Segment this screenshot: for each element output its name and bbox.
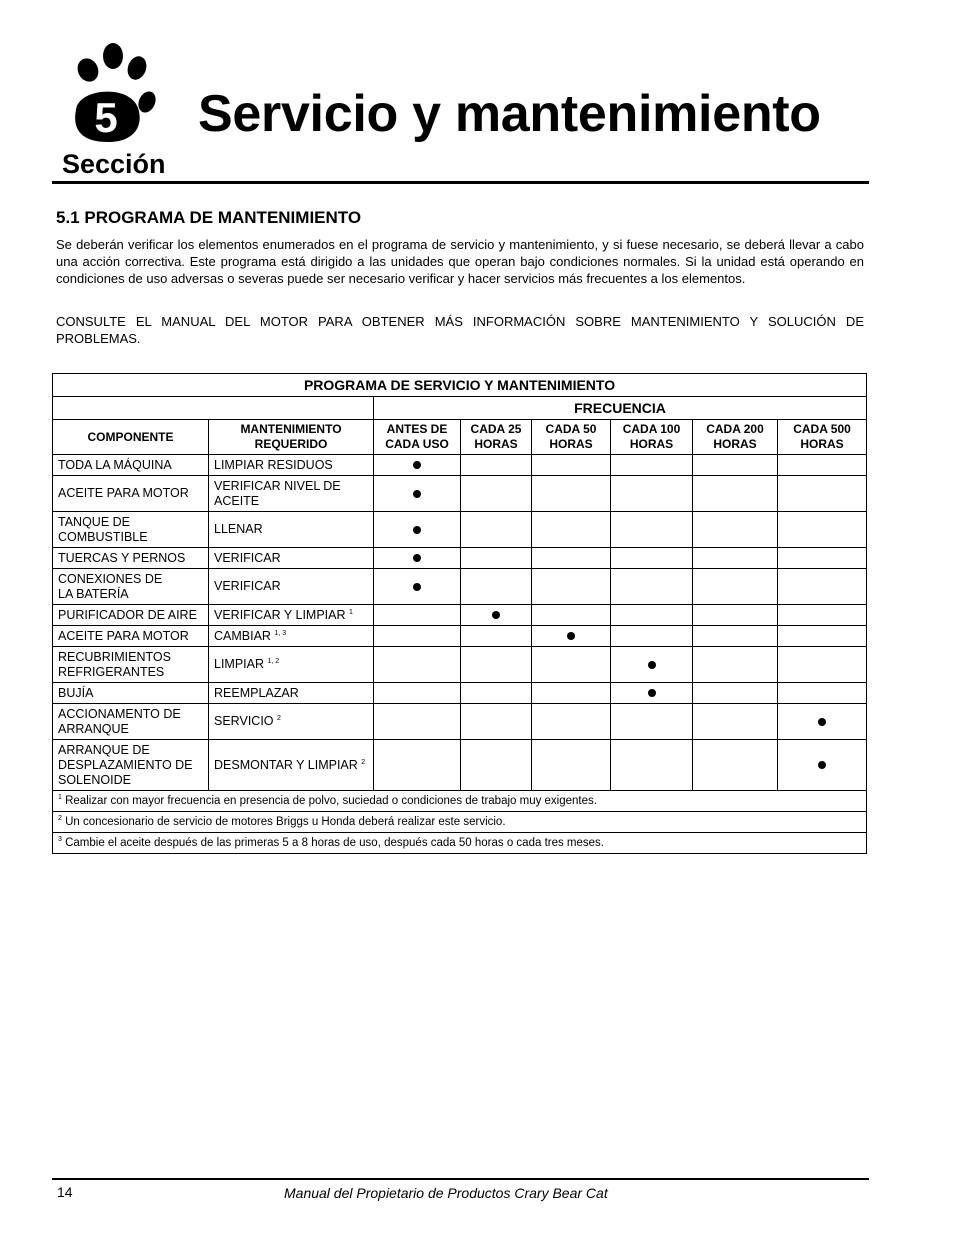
frequency-cell	[461, 512, 532, 548]
frequency-cell	[461, 476, 532, 512]
frequency-cell	[374, 647, 461, 683]
maintenance-schedule-table	[52, 373, 867, 854]
page-title: Servicio y mantenimiento	[198, 85, 821, 143]
frequency-cell	[778, 476, 867, 512]
frequency-cell	[693, 647, 778, 683]
column-header-row	[53, 420, 867, 455]
maintenance-task-cell: LIMPIAR $^{1, 2}$	[209, 647, 374, 683]
header-spacer	[53, 397, 374, 420]
footnote-ref: 1, 3	[274, 629, 287, 637]
table-row	[53, 569, 867, 605]
frequency-cell	[693, 605, 778, 626]
frequency-cell	[693, 704, 778, 740]
header-divider	[52, 181, 869, 184]
engine-manual-note: CONSULTE EL MANUAL DEL MOTOR PARA OBTENER MÁS INFORMACIÓN SOBRE MANTENIMIENTO Y SOLUCIÓN DE PROBLEMAS.	[56, 314, 864, 346]
component-cell: ACCIONAMENTO DE ARRANQUE	[53, 704, 209, 740]
frequency-cell	[461, 605, 532, 626]
footnote-ref: 2	[277, 715, 281, 722]
component-cell: TANQUE DE COMBUSTIBLE	[53, 512, 209, 548]
frequency-cell	[611, 647, 693, 683]
frequency-cell	[374, 605, 461, 626]
maintenance-task-cell: VERIFICAR	[209, 548, 374, 569]
frequency-cell	[778, 647, 867, 683]
frequency-cell	[461, 548, 532, 569]
checkmark-dot-icon	[818, 718, 826, 726]
component-cell: ACEITE PARA MOTOR	[53, 476, 209, 512]
maintenance-task-cell: REEMPLAZAR	[209, 683, 374, 704]
checkmark-dot-icon	[492, 611, 500, 619]
frequency-column-header: ANTES DE CADA USO	[374, 420, 461, 455]
footnote-ref: 2	[361, 758, 366, 766]
table-row	[53, 476, 867, 512]
checkmark-dot-icon	[648, 661, 656, 669]
component-cell: CONEXIONES DE LA BATERÍA	[53, 569, 209, 605]
frequency-cell	[693, 626, 778, 647]
footnote-row	[53, 812, 867, 833]
frequency-cell	[532, 512, 611, 548]
frequency-cell	[374, 569, 461, 605]
frequency-cell	[693, 569, 778, 605]
component-cell: ACEITE PARA MOTOR	[53, 626, 209, 647]
table-row	[53, 626, 867, 647]
frequency-cell	[461, 455, 532, 476]
frequency-cell	[611, 740, 693, 791]
frequency-cell	[611, 704, 693, 740]
footnote: $^1$ Realizar con mayor frecuencia en presencia de polvo, suciedad o condiciones de trabajo muy exigentes.	[53, 791, 867, 812]
component-cell: RECUBRIMIENTOS REFRIGERANTES	[53, 647, 209, 683]
intro-paragraph: Se deberán verificar los elementos enumerados en el programa de servicio y mantenimiento, y si fuese necesario, se deberá llevar a cabo una acción correctiva. Este programa está dirigido a las unidades que operan bajo condiciones normales. Si la unidad está operando en condiciones de uso adversas o severas puede ser necesario verificar y hacer servicios más frecuentes a los elementos.	[56, 237, 864, 286]
footnote: $^3$ Cambie el aceite después de las primeras 5 a 8 horas de uso, después cada 50 horas o cada tres meses.	[53, 833, 867, 854]
footnote-ref: 1	[349, 608, 353, 616]
section-label: Sección	[62, 149, 166, 179]
footnote: $^2$ Un concesionario de servicio de motores Briggs u Honda deberá realizar este servicio.	[53, 812, 867, 833]
frequency-cell	[532, 548, 611, 569]
frequency-cell	[611, 548, 693, 569]
frequency-cell	[693, 740, 778, 791]
maintenance-task-cell: CAMBIAR $^{1, 3}$	[209, 626, 374, 647]
frequency-cell	[693, 476, 778, 512]
frequency-cell	[461, 740, 532, 791]
frequency-cell	[374, 548, 461, 569]
table-row	[53, 512, 867, 548]
frequency-cell	[611, 683, 693, 704]
page-number: 14	[57, 1184, 73, 1200]
frequency-cell	[778, 512, 867, 548]
checkmark-dot-icon	[413, 490, 421, 498]
maintenance-task-cell: VERIFICAR NIVEL DE ACEITE	[209, 476, 374, 512]
frequency-cell	[532, 704, 611, 740]
frequency-cell	[778, 548, 867, 569]
frequency-cell	[693, 683, 778, 704]
frequency-cell	[461, 683, 532, 704]
frequency-cell	[374, 683, 461, 704]
frequency-cell	[611, 605, 693, 626]
checkmark-dot-icon	[413, 461, 421, 469]
table-row	[53, 455, 867, 476]
maintenance-task-cell: VERIFICAR	[209, 569, 374, 605]
frequency-cell	[778, 704, 867, 740]
footnote-row	[53, 833, 867, 854]
frequency-cell	[374, 455, 461, 476]
footnote-row	[53, 791, 867, 812]
frequency-cell	[461, 569, 532, 605]
frequency-column-header: CADA 100 HORAS	[611, 420, 693, 455]
frequency-cell	[611, 626, 693, 647]
frequency-cell	[461, 626, 532, 647]
checkmark-dot-icon	[413, 554, 421, 562]
frequency-cell	[532, 605, 611, 626]
component-column-header: COMPONENTE	[53, 420, 209, 455]
checkmark-dot-icon	[818, 761, 826, 769]
frequency-cell	[532, 740, 611, 791]
maintenance-task-cell: LIMPIAR RESIDUOS	[209, 455, 374, 476]
maintenance-task-cell: DESMONTAR Y LIMPIAR $^2$	[209, 740, 374, 791]
table-row	[53, 683, 867, 704]
frequency-cell	[611, 512, 693, 548]
frequency-cell	[374, 740, 461, 791]
checkmark-dot-icon	[567, 632, 575, 640]
frequency-cell	[532, 647, 611, 683]
frequency-cell	[532, 455, 611, 476]
frequency-cell	[611, 569, 693, 605]
manual-title: Manual del Propietario de Productos Crary Bear Cat	[284, 1185, 608, 1201]
table-row	[53, 605, 867, 626]
checkmark-dot-icon	[648, 689, 656, 697]
frequency-cell	[611, 455, 693, 476]
table-row	[53, 548, 867, 569]
frequency-cell	[461, 647, 532, 683]
component-cell: TODA LA MÁQUINA	[53, 455, 209, 476]
section-number: 5	[94, 94, 118, 141]
frequency-cell	[693, 455, 778, 476]
maintenance-task-cell: SERVICIO $^2$	[209, 704, 374, 740]
maintenance-task-cell: LLENAR	[209, 512, 374, 548]
maintenance-task-cell: VERIFICAR Y LIMPIAR $^1$	[209, 605, 374, 626]
frequency-cell	[374, 704, 461, 740]
frequency-column-header: CADA 50 HORAS	[532, 420, 611, 455]
table-row	[53, 704, 867, 740]
checkmark-dot-icon	[413, 526, 421, 534]
footer-divider	[52, 1178, 869, 1180]
frequency-cell	[778, 569, 867, 605]
frequency-column-header: CADA 25 HORAS	[461, 420, 532, 455]
frequency-cell	[778, 605, 867, 626]
frequency-cell	[778, 683, 867, 704]
frequency-cell	[532, 569, 611, 605]
table-title: PROGRAMA DE SERVICIO Y MANTENIMIENTO	[53, 374, 867, 397]
frequency-cell	[778, 626, 867, 647]
frequency-cell	[532, 683, 611, 704]
frequency-cell	[778, 740, 867, 791]
frequency-cell	[778, 455, 867, 476]
frequency-cell	[693, 548, 778, 569]
frequency-column-header: CADA 200 HORAS	[693, 420, 778, 455]
component-cell: PURIFICADOR DE AIRE	[53, 605, 209, 626]
frequency-cell	[374, 512, 461, 548]
frequency-cell	[374, 626, 461, 647]
frequency-cell	[374, 476, 461, 512]
frequency-cell	[611, 476, 693, 512]
frequency-cell	[461, 704, 532, 740]
checkmark-dot-icon	[413, 583, 421, 591]
footnote-ref: 1, 2	[267, 658, 280, 665]
component-cell: ARRANQUE DE DESPLAZAMIENTO DE SOLENOIDE	[53, 740, 209, 791]
frequency-cell	[693, 512, 778, 548]
component-cell: BUJÍA	[53, 683, 209, 704]
frequency-cell	[532, 476, 611, 512]
section-heading: 5.1 PROGRAMA DE MANTENIMIENTO	[56, 208, 362, 227]
frequency-cell	[532, 626, 611, 647]
frequency-header: FRECUENCIA	[374, 397, 867, 420]
component-cell: TUERCAS Y PERNOS	[53, 548, 209, 569]
frequency-column-header: CADA 500 HORAS	[778, 420, 867, 455]
table-row	[53, 647, 867, 683]
maintenance-column-header: MANTENIMIENTO REQUERIDO	[209, 420, 374, 455]
table-row	[53, 740, 867, 791]
